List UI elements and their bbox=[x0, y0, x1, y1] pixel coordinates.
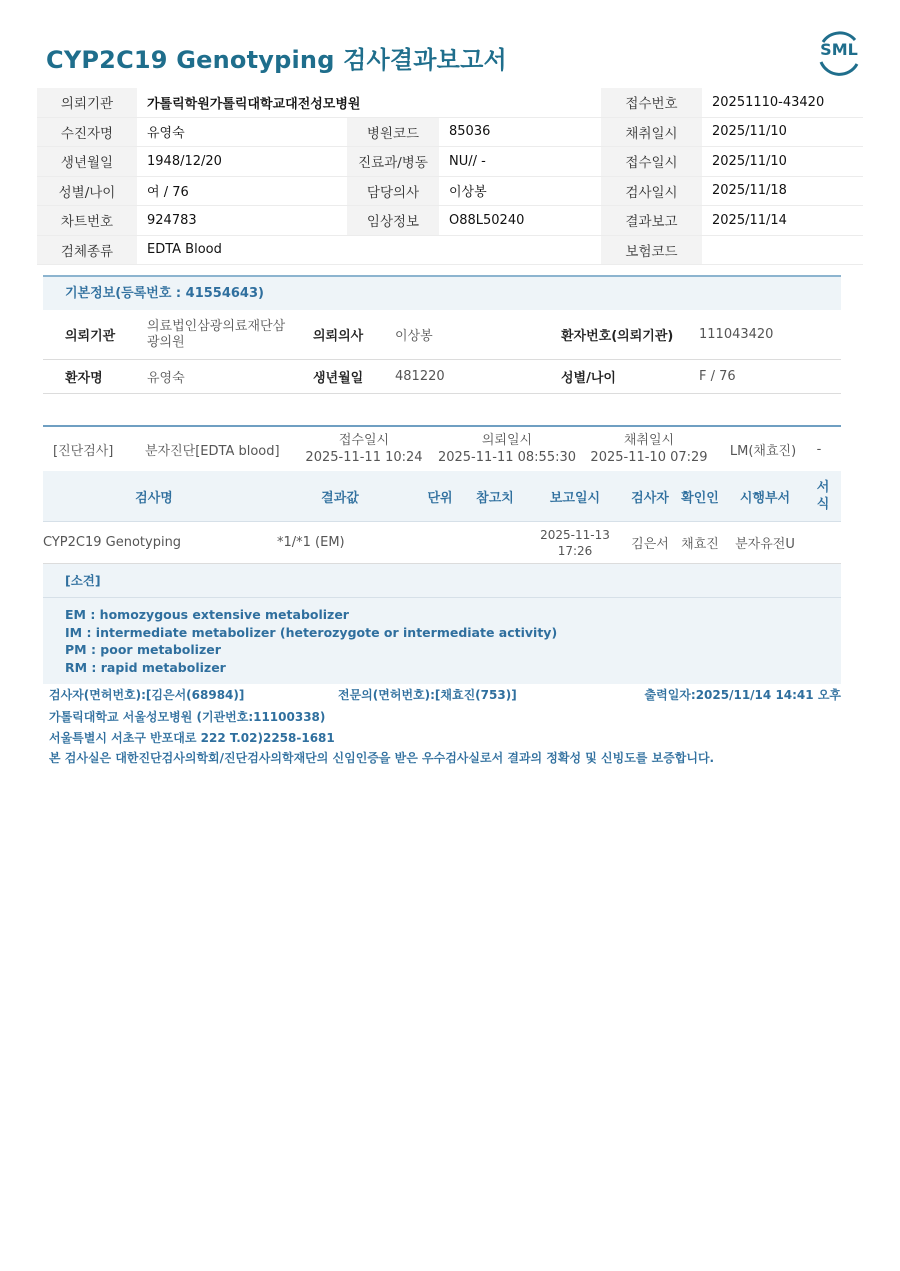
label-chart-no: 차트번호 bbox=[37, 206, 137, 236]
receipt-datetime bbox=[295, 432, 433, 466]
label-test-date: 검사일시 bbox=[601, 176, 702, 206]
basic-label-name: 환자명 bbox=[65, 371, 103, 386]
receipt-datetime-value: 2025-11-11 10:24 bbox=[305, 450, 423, 465]
basic-label-birth: 생년월일 bbox=[313, 371, 364, 386]
label-specimen-type: 검체종류 bbox=[37, 235, 137, 265]
info-row bbox=[37, 147, 863, 177]
row-test-name: CYP2C19 Genotyping bbox=[43, 535, 182, 550]
col-reference: 참고치 bbox=[476, 490, 514, 506]
label-clinical-info: 임상정보 bbox=[347, 206, 439, 236]
dash-value: - bbox=[816, 441, 822, 457]
remark-line: EM : homozygous extensive metabolizer bbox=[65, 607, 349, 622]
col-test-name: 검사명 bbox=[135, 490, 173, 506]
basic-info-row bbox=[43, 310, 841, 360]
value-requesting-org: 가톨릭학원가톨릭대학교대전성모병원 bbox=[137, 88, 601, 117]
request-datetime bbox=[433, 432, 581, 466]
basic-value-org-line2: 광의원 bbox=[147, 334, 185, 350]
value-chart-no: 924783 bbox=[137, 206, 347, 236]
info-row bbox=[37, 117, 863, 147]
col-department: 시행부서 bbox=[739, 490, 791, 506]
label-sex-age: 성별/나이 bbox=[37, 176, 137, 206]
collection-datetime bbox=[581, 432, 717, 466]
label-birthdate: 생년월일 bbox=[37, 147, 137, 177]
value-specimen-type: EDTA Blood bbox=[137, 235, 601, 265]
label-requesting-org: 의뢰기관 bbox=[37, 88, 137, 117]
sml-logo bbox=[815, 30, 863, 76]
basic-label-sex-age: 성별/나이 bbox=[561, 371, 616, 386]
info-row bbox=[37, 235, 863, 265]
table-row bbox=[43, 522, 841, 564]
result-table-header bbox=[43, 471, 841, 522]
row-tester: 김은서 bbox=[631, 537, 669, 552]
footer-printed: 출력일자:2025/11/14 14:41 오후 bbox=[644, 688, 841, 702]
remark-header: [소견] bbox=[43, 564, 841, 598]
value-test-date: 2025/11/18 bbox=[702, 176, 863, 206]
label-result-report: 결과보고 bbox=[601, 206, 702, 236]
value-collection-date: 2025/11/10 bbox=[702, 117, 863, 147]
basic-value-name: 유영숙 bbox=[147, 371, 185, 386]
basic-value-sex-age: F / 76 bbox=[699, 369, 736, 384]
value-insurance-code bbox=[702, 235, 863, 265]
basic-label-org: 의뢰기관 bbox=[65, 329, 116, 344]
value-hospital-code: 85036 bbox=[439, 117, 601, 147]
basic-value-org-line1: 의료법인삼광의료재단삼 bbox=[147, 318, 286, 334]
report-title: CYP2C19 Genotyping 검사결과보고서 bbox=[46, 46, 507, 74]
col-format bbox=[805, 479, 841, 513]
value-department: NU// - bbox=[439, 147, 601, 177]
col-result: 결과값 bbox=[321, 490, 359, 506]
basic-value-doctor: 이상봉 bbox=[395, 329, 433, 344]
basic-info-section bbox=[43, 275, 841, 394]
footer-address: 서울특별시 서초구 반포대로 222 T.02)2258-1681 bbox=[49, 731, 335, 745]
test-category: 분자진단[EDTA blood] bbox=[145, 443, 280, 459]
label-insurance-code: 보험코드 bbox=[601, 235, 702, 265]
row-report-date-2: 17:26 bbox=[557, 543, 593, 558]
value-receipt-no: 20251110-43420 bbox=[702, 88, 863, 117]
remark-section bbox=[43, 564, 841, 684]
remark-line: IM : intermediate metabolizer (heterozygote or intermediate activity) bbox=[65, 624, 558, 640]
label-collection-date: 채취일시 bbox=[601, 117, 702, 147]
col-tester: 검사자 bbox=[631, 490, 669, 506]
row-report-date-1: 2025-11-13 bbox=[540, 527, 610, 542]
info-row bbox=[37, 176, 863, 206]
value-birthdate: 1948/12/20 bbox=[137, 147, 347, 177]
remark-body bbox=[43, 598, 841, 684]
collection-datetime-label: 채취일시 bbox=[623, 433, 675, 448]
row-result: *1/*1 (EM) bbox=[277, 535, 345, 550]
label-patient-name: 수진자명 bbox=[37, 117, 137, 147]
col-unit: 단위 bbox=[427, 490, 453, 506]
basic-value-org bbox=[147, 319, 313, 351]
collection-datetime-value: 2025-11-10 07:29 bbox=[590, 450, 708, 465]
receipt-datetime-label: 접수일시 bbox=[338, 433, 390, 448]
row-confirmer: 채효진 bbox=[681, 537, 719, 552]
label-receipt-no: 접수번호 bbox=[601, 88, 702, 117]
basic-label-doctor: 의뢰의사 bbox=[313, 329, 364, 344]
value-clinical-info: O88L50240 bbox=[439, 206, 601, 236]
row-department: 분자유전U bbox=[735, 537, 795, 552]
basic-value-patient-no: 111043420 bbox=[699, 327, 774, 342]
value-sex-age: 여 / 76 bbox=[137, 176, 347, 206]
row-report-date bbox=[525, 527, 625, 559]
footer-hospital: 가톨릭대학교 서울성모병원 (기관번호:11100338) bbox=[49, 710, 326, 724]
basic-label-patient-no: 환자번호(의뢰기관) bbox=[561, 329, 674, 344]
patient-info-table bbox=[37, 88, 863, 265]
label-doctor: 담당의사 bbox=[347, 176, 439, 206]
value-doctor: 이상봉 bbox=[439, 176, 601, 206]
test-summary-row bbox=[43, 425, 841, 471]
info-row bbox=[37, 206, 863, 236]
value-patient-name: 유영숙 bbox=[137, 117, 347, 147]
col-confirmer: 확인인 bbox=[681, 490, 719, 506]
footer-specialist: 전문의(면허번호):[채효진(753)] bbox=[338, 688, 517, 702]
label-receipt-date: 접수일시 bbox=[601, 147, 702, 177]
col-report-date: 보고일시 bbox=[549, 490, 601, 506]
value-result-report: 2025/11/14 bbox=[702, 206, 863, 236]
basic-value-birth: 481220 bbox=[395, 369, 445, 384]
request-datetime-label: 의뢰일시 bbox=[481, 433, 533, 448]
value-receipt-date: 2025/11/10 bbox=[702, 147, 863, 177]
lab-name: LM(채효진) bbox=[729, 443, 797, 459]
remark-line: RM : rapid metabolizer bbox=[65, 659, 226, 675]
request-datetime-value: 2025-11-11 08:55:30 bbox=[437, 450, 577, 465]
label-department: 진료과/병동 bbox=[347, 147, 439, 177]
col-format-1: 서 bbox=[816, 480, 830, 495]
basic-info-row bbox=[43, 360, 841, 394]
col-format-2: 식 bbox=[816, 497, 830, 512]
footer-certification: 본 검사실은 대한진단검사의학회/진단검사의학재단의 신임인증을 받은 우수검사실로서 결과의 정확성 및 신빙도를 보증합니다. bbox=[49, 751, 715, 765]
basic-info-header: 기본정보(등록번호 : 41554643) bbox=[43, 275, 841, 310]
info-row bbox=[37, 88, 863, 117]
label-hospital-code: 병원코드 bbox=[347, 117, 439, 147]
test-section bbox=[43, 425, 841, 684]
test-kind: [진단검사] bbox=[53, 443, 114, 459]
remark-line: PM : poor metabolizer bbox=[65, 642, 221, 657]
logo-text: SML bbox=[820, 40, 858, 59]
footer-tester: 검사자(면허번호):[김은서(68984)] bbox=[49, 688, 245, 702]
